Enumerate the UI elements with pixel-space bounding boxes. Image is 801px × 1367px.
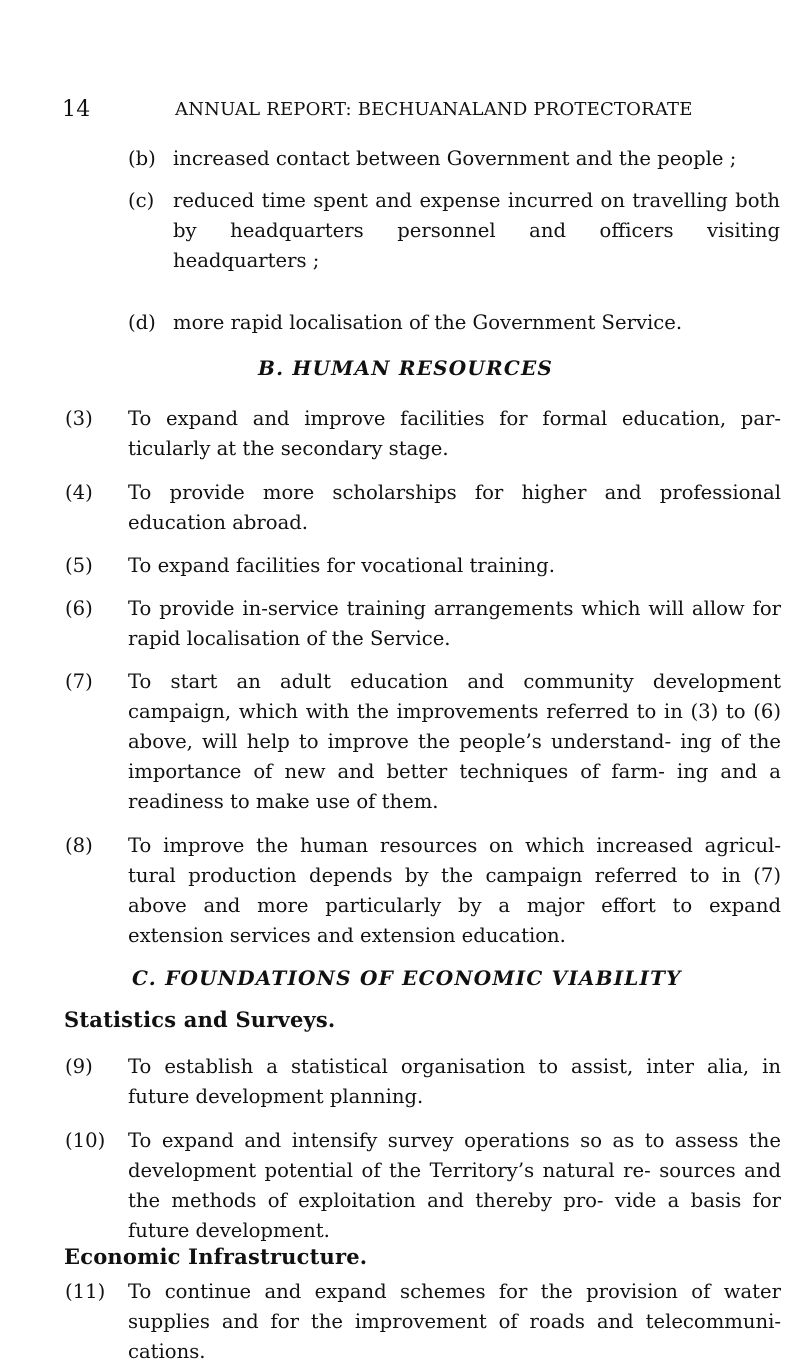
item-text: increased contact between Government and the people ; [173, 147, 737, 170]
item-text: To start an adult education and community development campaign, which with the improvements referred to in (3) to (6) above, will help to improve the people’s understand- ing of the importance of new and better techniques of farm- ing and a readiness to make use of them. [128, 670, 781, 813]
running-title: ANNUAL REPORT: BECHUANALAND PROTECTORATE [175, 99, 693, 120]
page-number: 14 [62, 97, 91, 122]
numbered-item [65, 404, 781, 464]
item-number: (7) [65, 670, 93, 693]
item-label: (d) [128, 311, 156, 334]
item-number: (4) [65, 481, 93, 504]
subheading-infrastructure: Economic Infrastructure. [64, 1244, 368, 1269]
item-text: To expand and improve facilities for formal education, par- ticularly at the secondary stage. [128, 407, 781, 460]
list-item [128, 186, 780, 276]
section-heading-human-resources: B. HUMAN RESOURCES [258, 356, 554, 380]
item-number: (8) [65, 834, 93, 857]
item-text: To provide in-service training arrangements which will allow for rapid localisation of the Service. [128, 597, 781, 650]
list-item [128, 308, 780, 338]
item-text: To expand facilities for vocational training. [128, 554, 555, 577]
numbered-item [65, 1126, 781, 1246]
item-text: To continue and expand schemes for the provision of water supplies and for the improvement of roads and telecommuni- cations. [128, 1280, 781, 1363]
numbered-item [65, 831, 781, 951]
numbered-item [65, 1277, 781, 1363]
item-text: To provide more scholarships for higher and professional education abroad. [128, 481, 781, 534]
item-text: To improve the human resources on which increased agricul- tural production depends by the campaign referred to in (7) above and more particularly by a major effort to expand extension services and extension education. [128, 834, 781, 947]
section-heading-economic-viability: C. FOUNDATIONS OF ECONOMIC VIABILITY [132, 966, 682, 990]
numbered-item [65, 551, 781, 581]
item-number: (9) [65, 1055, 93, 1078]
numbered-item [65, 478, 781, 538]
item-number: (5) [65, 554, 93, 577]
list-item [128, 144, 780, 174]
item-text: reduced time spent and expense incurred on travelling both by headquarters personnel and officers visiting headquarters ; [173, 189, 780, 272]
item-number: (11) [65, 1280, 106, 1303]
item-text: more rapid localisation of the Government Service. [173, 311, 683, 334]
item-text: To expand and intensify survey operations so as to assess the development potential of the Territory’s natural re- sources and the methods of exploitation and thereby pro- vide a basis for future development. [128, 1129, 781, 1242]
item-text: To establish a statistical organisation to assist, inter alia, in future development planning. [128, 1055, 781, 1108]
item-label: (c) [128, 189, 155, 212]
numbered-item [65, 1052, 781, 1112]
numbered-item [65, 667, 781, 817]
subheading-statistics: Statistics and Surveys. [64, 1007, 336, 1032]
numbered-item [65, 594, 781, 654]
item-number: (10) [65, 1129, 106, 1152]
item-number: (6) [65, 597, 93, 620]
page-header [62, 97, 782, 127]
item-label: (b) [128, 147, 156, 170]
item-number: (3) [65, 407, 93, 430]
